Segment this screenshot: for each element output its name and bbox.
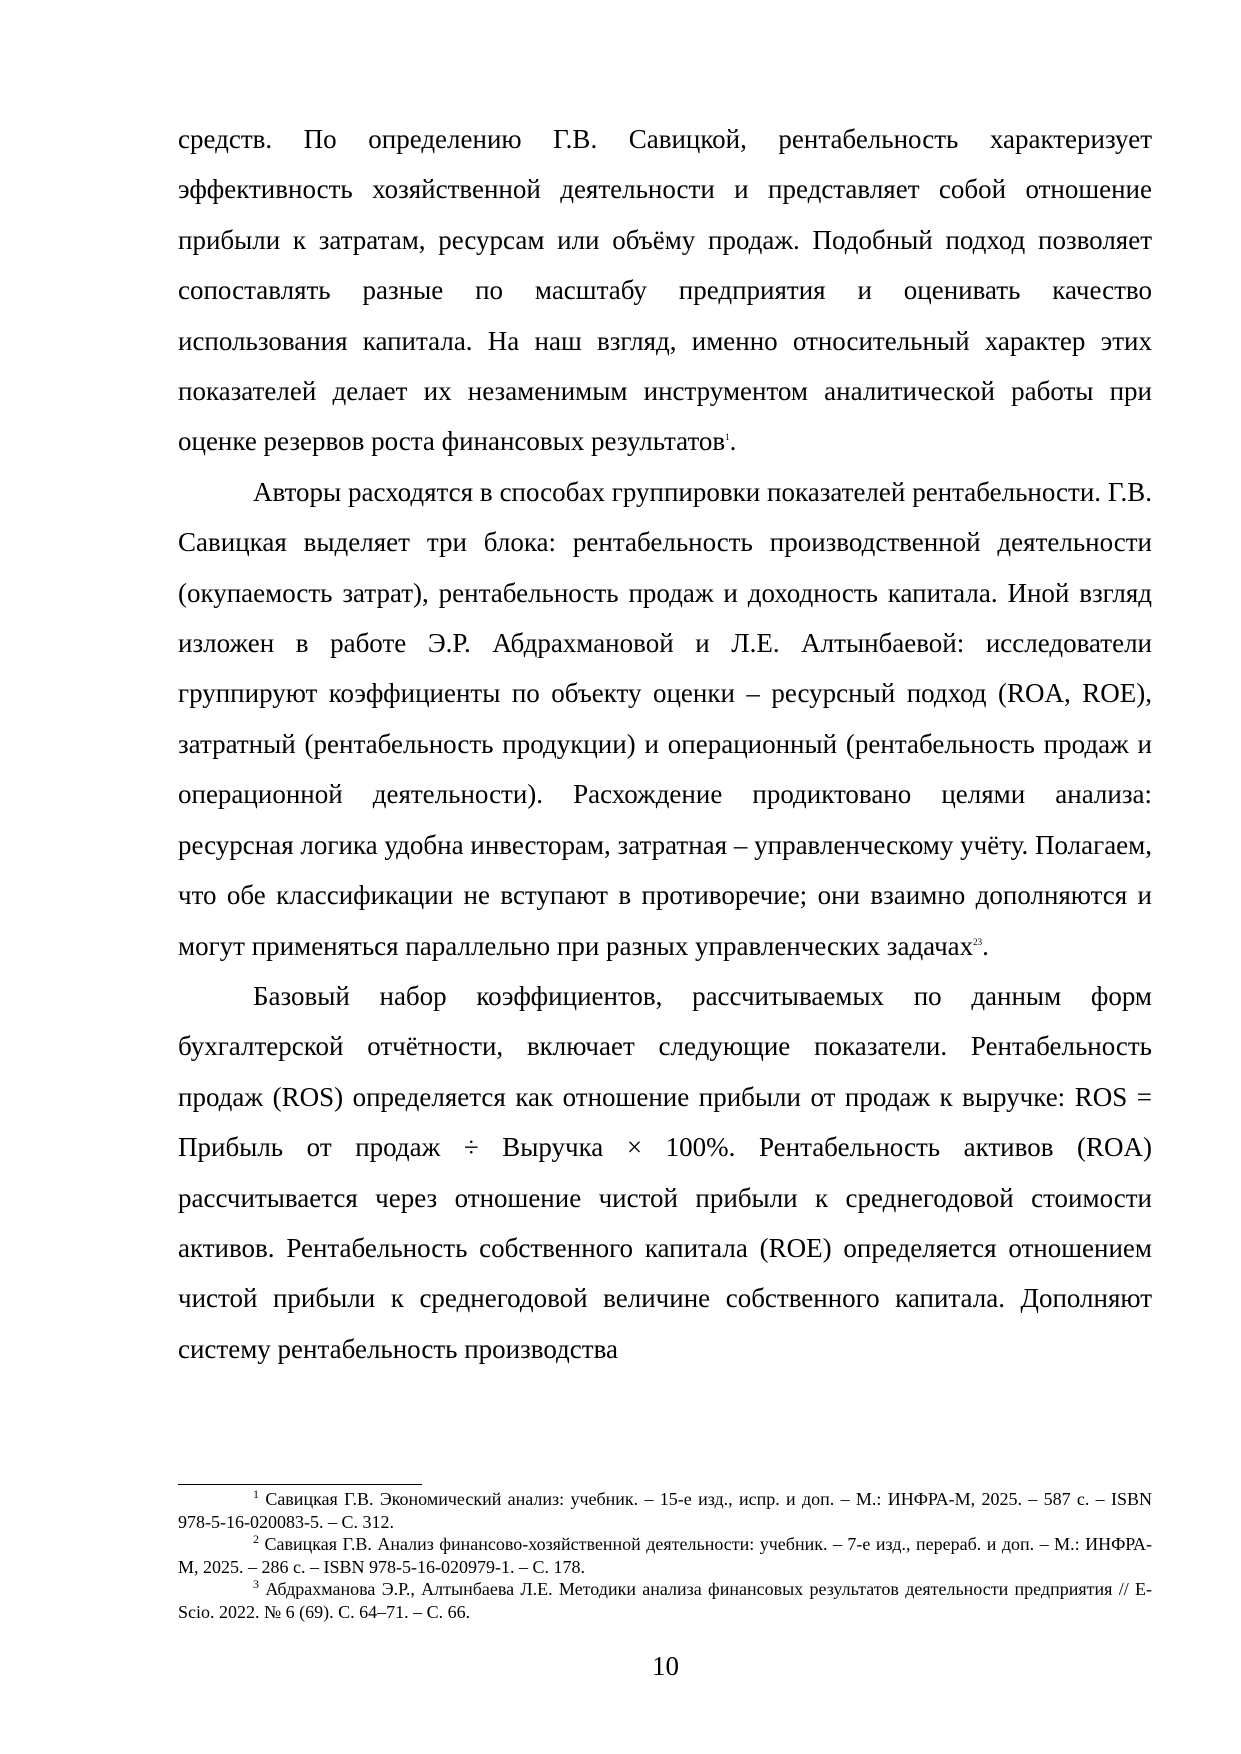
footnote-ref-1[interactable]: 1 <box>725 432 730 443</box>
footnote-1 <box>178 1488 1152 1533</box>
footnote-2-number: 2 <box>253 1532 259 1546</box>
footnote-2 <box>178 1533 1152 1578</box>
paragraph-1-end: . <box>729 426 737 457</box>
paragraph-1 <box>178 114 1152 467</box>
paragraph-3 <box>178 971 1152 1374</box>
footnotes <box>178 1484 1152 1623</box>
footnote-3-text: Абдрахманова Э.Р., Алтынбаева Л.Е. Методики анализа финансовых результатов деятельности предприятия // E-Scio. 2022. № 6 (69). С. 64–71. – С. 66. <box>178 1579 1153 1622</box>
paragraph-2-end: . <box>982 930 989 961</box>
page-body <box>178 114 1152 1374</box>
paragraph-1-text: средств. По определению Г.В. Савицкой, рентабельность характеризует эффективность хозяйственной деятельности и представляет собой отношение прибыли к затратам, ресурсам или объёму продаж. Подобный подход позволяет сопоставлять разные по масштабу предприятия и оценивать качество использования капитала. На наш взгляд, именно относительный характер этих показателей делает их незаменимым инструментом аналитической работы при оценке резервов роста финансовых результатов <box>178 124 1152 457</box>
footnote-ref-23[interactable]: 23 <box>973 936 983 947</box>
page-number: 10 <box>652 1651 679 1681</box>
footnote-3 <box>178 1578 1152 1623</box>
footnote-1-text: Савицкая Г.В. Экономический анализ: учебник. – 15-е изд., испр. и доп. – М.: ИНФРА-М, 2025. – 587 с. – ISBN 978-5-16-020083-5. – С. 312. <box>178 1489 1152 1532</box>
footnote-1-number: 1 <box>253 1487 259 1501</box>
footnote-3-number: 3 <box>253 1577 259 1591</box>
paragraph-2 <box>178 467 1152 971</box>
paragraph-3-text: Базовый набор коэффициентов, рассчитываемых по данным форм бухгалтерской отчётности, включает следующие показатели. Рентабельность продаж (ROS) определяется как отношение прибыли от продаж к выручке: ROS = Прибыль от продаж ÷ Выручка × 100%. Рентабельность активов (ROA) рассчитывается через отношение чистой прибыли к среднегодовой стоимости активов. Рентабельность собственного капитала (ROE) определяется отношением чистой прибыли к среднегодовой величине собственного капитала. Дополняют систему рентабельность производства <box>178 980 1152 1364</box>
paragraph-2-text: Авторы расходятся в способах группировки показателей рентабельности. Г.В. Савицкая выделяет три блока: рентабельность производственной деятельности (окупаемость затрат), рентабельность продаж и доходность капитала. Иной взгляд изложен в работе Э.Р. Абдрахмановой и Л.Е. Алтынбаевой: исследователи группируют коэффициенты по объекту оценки – ресурсный подход (ROA, ROE), затратный (рентабельность продукции) и операционный (рентабельность продаж и операционной деятельности). Расхождение продиктовано целями анализа: ресурсная логика удобна инвесторам, затратная – управленческому учёту. Полагаем, что обе классификации не вступают в противоречие; они взаимно дополняются и могут применяться параллельно при разных управленческих задачах <box>178 476 1152 961</box>
body-text <box>178 114 1152 1374</box>
footnote-2-text: Савицкая Г.В. Анализ финансово-хозяйственной деятельности: учебник. – 7-е изд., перераб. и доп. – М.: ИНФРА-М, 2025. – 286 с. – ISBN 978-5-16-020979-1. – С. 178. <box>178 1534 1153 1577</box>
